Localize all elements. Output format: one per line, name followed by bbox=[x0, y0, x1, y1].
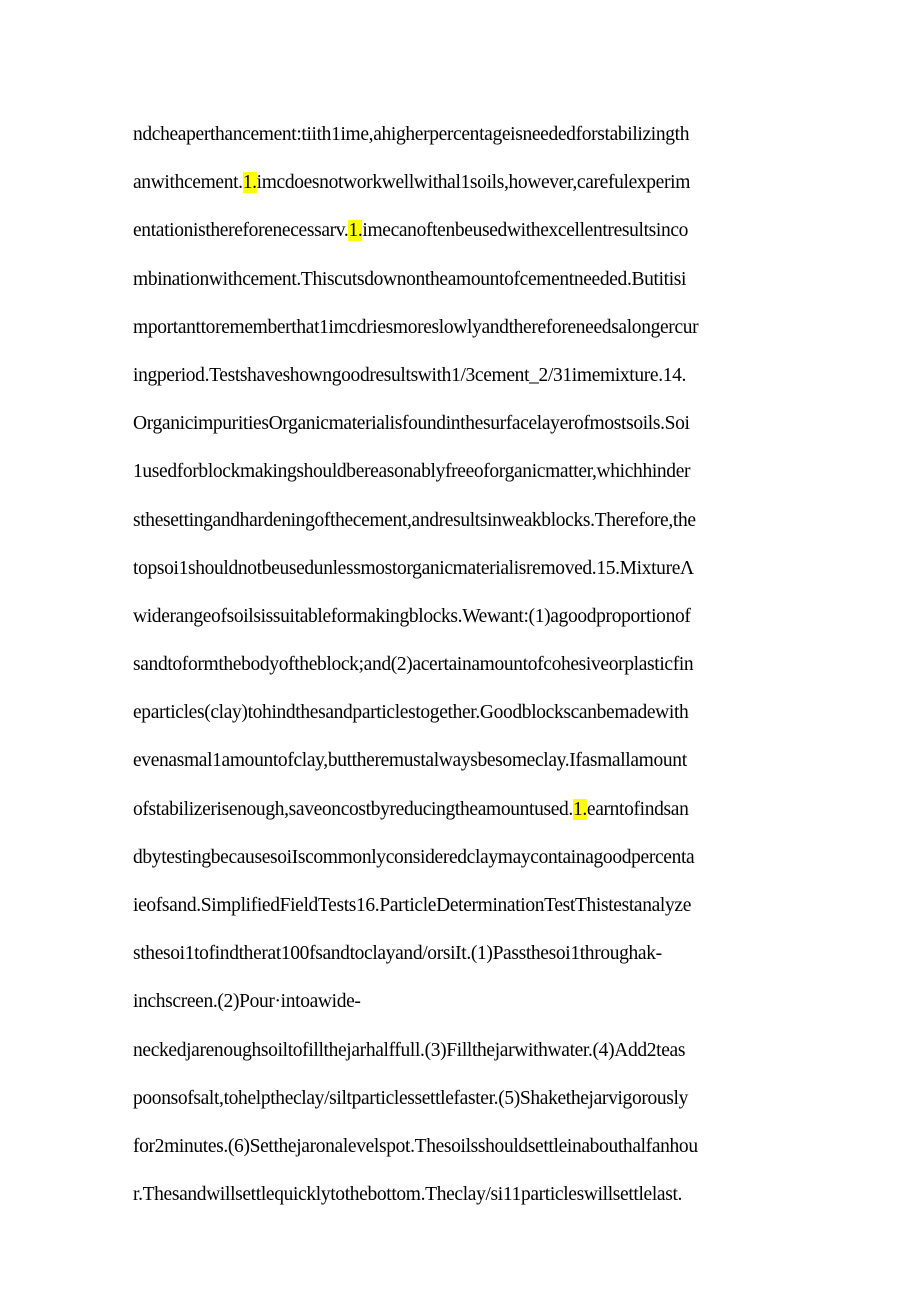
highlighted-text: 1. bbox=[348, 220, 363, 242]
text-line bbox=[133, 207, 833, 255]
text-segment: inchscreen.(2)Pour·intoawide- bbox=[133, 991, 361, 1013]
text-line bbox=[133, 1171, 833, 1219]
text-segment: widerangeofsoilsissuitableformakingblocks.Wewant:(1)agoodproportionof bbox=[133, 605, 691, 627]
text-line bbox=[133, 930, 833, 978]
text-segment: sthesettingandhardeningofthecement,andresultsinweakblocks.Therefore,the bbox=[133, 509, 696, 531]
text-segment: ingperiod.Testshaveshowngoodresultswith1/3cement_2/31imemixture.14. bbox=[133, 364, 687, 386]
text-line bbox=[133, 448, 833, 496]
text-segment: mportanttorememberthat1imcdriesmoreslowlyandthereforeneedsalongercur bbox=[133, 316, 699, 338]
text-line bbox=[133, 593, 833, 641]
text-segment: topsoi1shouldnotbeusedunlessmostorganicmaterialisremoved.15.MixtureΛ bbox=[133, 557, 694, 579]
text-segment: OrganicimpuritiesOrganicmaterialisfoundinthesurfacelayerofmostsoils.Soi bbox=[133, 413, 690, 435]
text-segment: sandtoformthebodyoftheblock;and(2)acertainamountofcohesiveorplasticfin bbox=[133, 654, 694, 676]
text-segment: mbinationwithcement.Thiscutsdownontheamountofcementneeded.Butitisi bbox=[133, 268, 687, 290]
text-segment: poonsofsalt,tohelptheclay/siltparticlessettlefaster.(5)Shakethejarvigorously bbox=[133, 1087, 688, 1109]
body-text bbox=[133, 111, 833, 1219]
text-segment: imcdoesnotworkwellwithal1soils,however,carefulexperim bbox=[256, 172, 691, 194]
text-line bbox=[133, 978, 833, 1026]
text-line bbox=[133, 1123, 833, 1171]
text-line bbox=[133, 256, 833, 304]
text-segment: 1usedforblockmakingshouldbereasonablyfreeoforganicmatter,whichhinder bbox=[133, 461, 691, 483]
text-line bbox=[133, 786, 833, 834]
text-segment: eparticles(clay)tohindthesandparticlestogether.Goodblockscanbemadewith bbox=[133, 702, 689, 724]
highlighted-text: 1. bbox=[242, 172, 257, 194]
text-line bbox=[133, 545, 833, 593]
text-line bbox=[133, 641, 833, 689]
text-segment: ndcheaperthancement:tiith1ime,ahigherpercentageisneededforstabilizingth bbox=[133, 124, 690, 145]
text-segment: evenasmal1amountofclay,buttheremustalwaysbesomeclay.Ifasmallamount bbox=[133, 750, 687, 772]
text-segment: anwithcement. bbox=[133, 172, 243, 194]
text-line bbox=[133, 304, 833, 352]
text-line bbox=[133, 1075, 833, 1123]
text-line bbox=[133, 737, 833, 785]
text-segment: ofstabilizerisenough,saveoncostbyreducingtheamountused. bbox=[133, 798, 573, 820]
text-segment: dbytestingbecausesoiIscommonlyconsideredclaymaycontainagoodpercenta bbox=[133, 846, 695, 868]
text-segment: ieofsand.SimplifiedFieldTests16.ParticleDeterminationTestThistestanalyze bbox=[133, 895, 692, 916]
highlighted-text: 1. bbox=[572, 798, 587, 820]
text-segment: for2minutes.(6)Setthejaronalevelspot.Thesoilsshouldsettleinabouthalfanhou bbox=[133, 1135, 698, 1157]
text-line bbox=[133, 497, 833, 545]
text-line bbox=[133, 400, 833, 448]
text-line bbox=[133, 1027, 833, 1075]
text-segment: sthesoi1tofindtherat100fsandtoclayand/orsiIt.(1)Passthesoi1throughak- bbox=[133, 943, 662, 965]
text-line bbox=[133, 111, 833, 159]
text-line bbox=[133, 352, 833, 400]
text-segment: neckedjarenoughsoiltofillthejarhalffull.(3)Fillthejarwithwater.(4)Add2teas bbox=[133, 1039, 686, 1061]
text-segment: imecanoftenbeusedwithexcellentresultsinco bbox=[362, 220, 689, 242]
text-segment: entationisthereforenecessarv. bbox=[133, 220, 349, 242]
text-line bbox=[133, 689, 833, 737]
text-line bbox=[133, 159, 833, 207]
text-segment: earntofindsan bbox=[586, 798, 689, 820]
text-line bbox=[133, 882, 833, 930]
text-segment: r.Thesandwillsettlequicklytothebottom.Theclay/si11particleswillsettlelast. bbox=[133, 1184, 683, 1206]
text-line bbox=[133, 834, 833, 882]
